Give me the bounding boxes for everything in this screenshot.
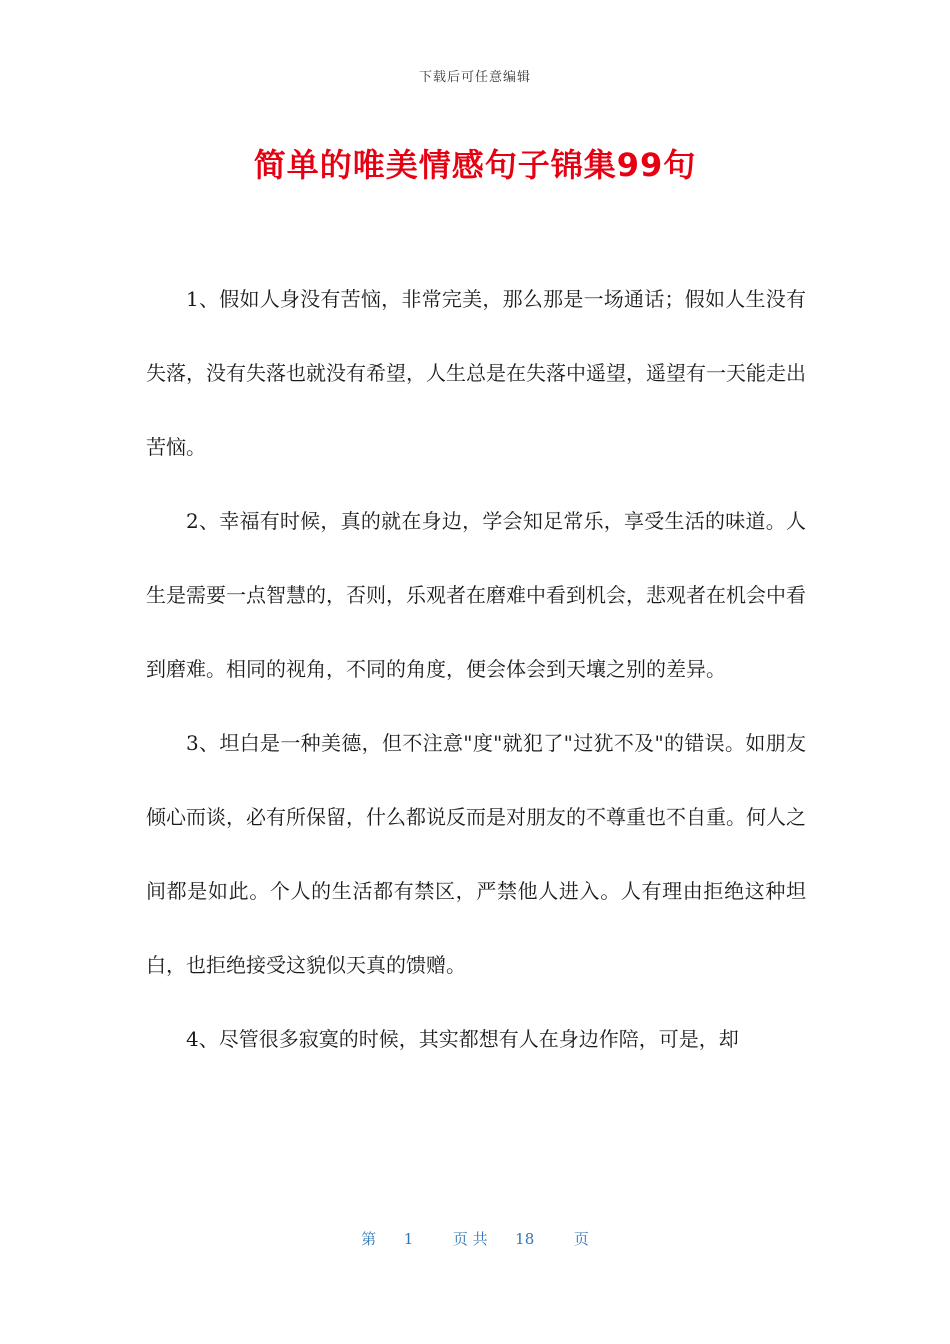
footer-current-page: 1: [403, 1230, 414, 1248]
paragraph-3: 3、坦白是一种美德，但不注意"度"就犯了"过犹不及"的错误。如朋友倾心而谈，必有所保留，什么都说反而是对朋友的不尊重也不自重。何人之间都是如此。个人的生活都有禁区，严禁他人进入。人有理由拒绝这种坦白，也拒绝接受这貌似天真的馈赠。: [146, 731, 806, 977]
paragraph-1: 1、假如人身没有苦恼，非常完美，那么那是一场通话；假如人生没有失落，没有失落也就没有希望，人生总是在失落中遥望，遥望有一天能走出苦恼。: [146, 287, 806, 459]
footer-page-prefix: 第: [361, 1230, 377, 1248]
footer-page-mid: 页 共: [452, 1230, 488, 1248]
page-footer: [0, 1228, 950, 1249]
paragraph-2: 2、幸福有时候，真的就在身边，学会知足常乐，享受生活的味道。人生是需要一点智慧的，否则，乐观者在磨难中看到机会，悲观者在机会中看到磨难。相同的视角，不同的角度，便会体会到天壤之别的差异。: [146, 509, 806, 681]
document-body: [146, 262, 806, 1076]
footer-total-pages: 18: [515, 1230, 535, 1248]
header-note: 下载后可任意编辑: [418, 70, 531, 85]
footer-page-suffix: 页: [573, 1230, 589, 1248]
paragraph-4: 4、尽管很多寂寞的时候，其实都想有人在身边作陪，可是，却: [186, 1027, 739, 1051]
document-title: 简单的唯美情感句子锦集99句: [253, 146, 697, 184]
